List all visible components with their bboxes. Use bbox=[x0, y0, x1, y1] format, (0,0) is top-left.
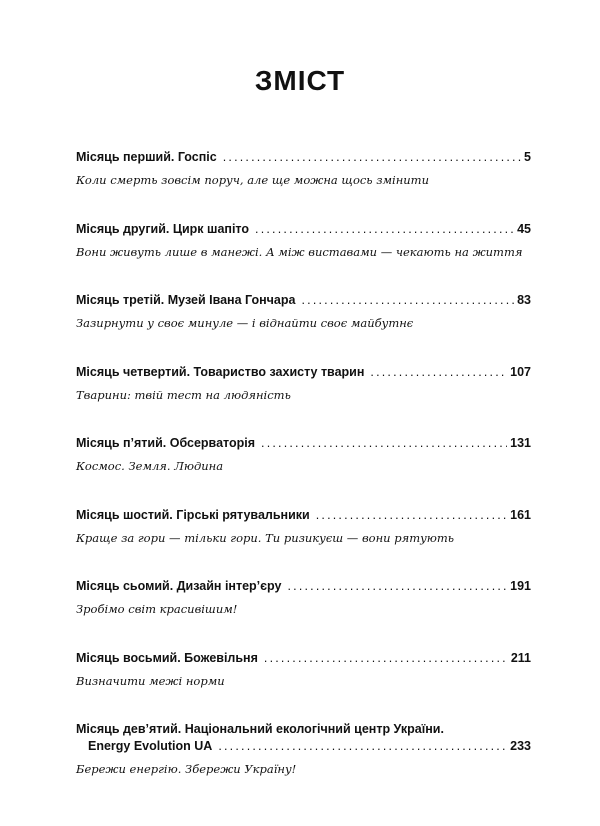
toc-entry-subtitle: Зробімо світ красивішим! bbox=[76, 602, 238, 616]
toc-page-number: 131 bbox=[510, 436, 531, 450]
page-title: ЗМІСТ bbox=[254, 65, 346, 96]
toc-entry-title: Місяць п’ятий. Обсерваторія bbox=[76, 436, 256, 450]
toc-entry-heading bbox=[76, 578, 531, 595]
toc-page-number: 191 bbox=[510, 579, 531, 593]
toc-entry[interactable] bbox=[76, 721, 531, 807]
toc-entry-heading bbox=[76, 292, 531, 309]
toc-entry[interactable] bbox=[76, 507, 531, 579]
toc-page-number: 161 bbox=[510, 507, 531, 522]
toc-page-number: 233 bbox=[510, 739, 531, 753]
toc-entry-subtitle: Тварини: твій тест на людяність bbox=[76, 387, 291, 402]
toc-entry[interactable] bbox=[76, 435, 531, 507]
dot-leader bbox=[264, 650, 508, 667]
dot-leader bbox=[301, 292, 514, 309]
toc-page-number: 45 bbox=[517, 221, 531, 236]
toc-entry-heading bbox=[76, 650, 531, 667]
toc-entry[interactable] bbox=[76, 650, 531, 722]
toc-entry-subtitle: Зазирнути у своє минуле — і віднайти своє майбутнє bbox=[76, 316, 414, 330]
toc-entry[interactable] bbox=[76, 292, 531, 364]
toc-entry-heading bbox=[76, 721, 531, 738]
toc-entry-title: Місяць восьмий. Божевільня bbox=[76, 650, 258, 665]
toc-entry[interactable] bbox=[76, 221, 531, 293]
toc-entry-title: Місяць перший. Госпіс bbox=[76, 150, 217, 164]
toc-entry-title: Місяць сьомий. Дизайн інтер’єру bbox=[76, 579, 282, 593]
toc-page-number: 211 bbox=[510, 650, 531, 665]
toc-entry[interactable] bbox=[76, 149, 531, 221]
table-of-contents bbox=[76, 149, 531, 807]
toc-entry-subtitle: Коли смерть зовсім поруч, але ще можна щось змінити bbox=[76, 173, 429, 187]
toc-entry[interactable] bbox=[76, 578, 531, 650]
toc-page-number: 83 bbox=[517, 293, 531, 307]
toc-entry-title: Місяць четвертий. Товариство захисту тварин bbox=[76, 364, 365, 379]
toc-entry-subtitle: Бережи енергію. Збережи Україну! bbox=[76, 762, 297, 776]
toc-entry-title: Місяць другий. Цирк шапіто bbox=[76, 221, 250, 236]
toc-entry-subtitle: Краще за гори — тільки гори. Ти ризикуєш — вони рятують bbox=[76, 530, 455, 545]
toc-entry-title: Місяць дев’ятий. Національний екологічний центр України. bbox=[76, 722, 444, 736]
dot-leader bbox=[287, 578, 507, 595]
toc-entry-heading bbox=[76, 149, 531, 166]
dot-leader bbox=[261, 435, 507, 452]
toc-entry-subtitle: Вони живуть лише в манежі. А між виставами — чекають на життя bbox=[76, 244, 523, 259]
dot-leader bbox=[316, 507, 507, 524]
toc-entry-heading bbox=[76, 507, 531, 524]
toc-entry-subtitle: Визначити межі норми bbox=[76, 673, 225, 688]
toc-entry-heading bbox=[76, 435, 531, 452]
dot-leader bbox=[370, 364, 507, 381]
toc-page-number: 5 bbox=[524, 150, 531, 164]
toc-entry-title: Місяць третій. Музей Івана Гончара bbox=[76, 293, 296, 307]
toc-entry-heading bbox=[76, 221, 531, 238]
toc-entry-heading bbox=[76, 364, 531, 381]
toc-page-number: 107 bbox=[510, 364, 531, 379]
toc-entry-subtitle: Космос. Земля. Людина bbox=[76, 459, 224, 473]
dot-leader bbox=[255, 221, 514, 238]
toc-entry-title: Місяць шостий. Гірські рятувальники bbox=[76, 507, 310, 522]
toc-entry-heading-continued bbox=[76, 738, 531, 755]
toc-entry-title-continued: Energy Evolution UA bbox=[88, 739, 213, 753]
dot-leader bbox=[218, 738, 507, 755]
toc-entry[interactable] bbox=[76, 364, 531, 436]
dot-leader bbox=[223, 149, 521, 166]
